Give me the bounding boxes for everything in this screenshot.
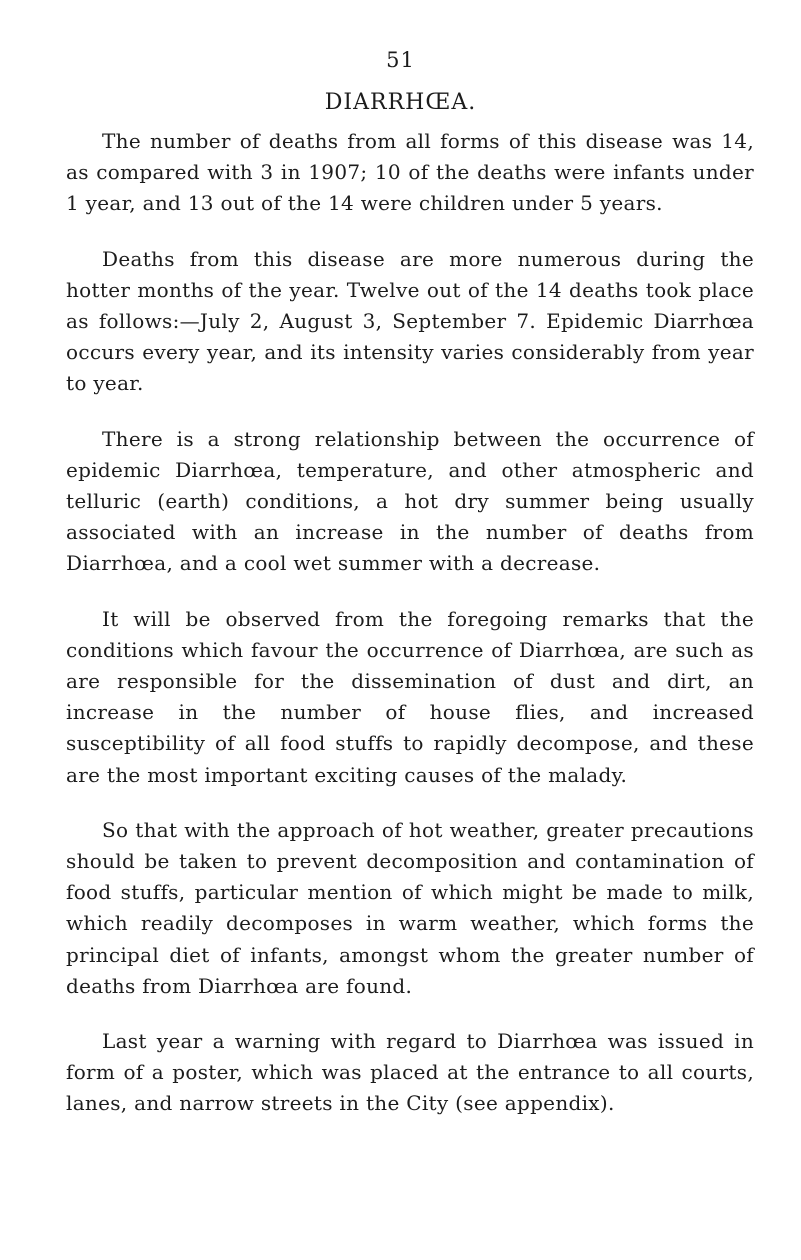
paragraph-warning-poster: Last year a warning with regard to Diarrhœa was issued in form of a poster, which was placed at the entrance to all courts, lanes, and narrow streets in the City (see appendix).	[66, 1029, 754, 1116]
paragraph-death-counts: The number of deaths from all forms of this disease was 14, as compared with 3 in 1907; 10 of the deaths were infants under 1 year, and 13 out of the 14 were children under 5 years.	[66, 129, 754, 216]
body-text	[66, 126, 754, 1144]
paragraph-seasonal-deaths: Deaths from this disease are more numerous during the hotter months of the year. Twelve out of the 14 deaths took place as follows:—July 2, August 3, September 7. Epidemic Diarrhœa occurs every year, and its intensity varies considerably from year to year.	[66, 246, 754, 396]
paragraph-atmospheric-relationship: There is a strong relationship between the occurrence of epidemic Diarrhœa, temperature, and other atmospheric and telluric (earth) conditions, a hot dry summer being usually associated with an increase in the number of deaths from Diarrhœa, and a cool wet summer with a decrease.	[66, 426, 754, 576]
page-number: 51	[386, 48, 415, 72]
paragraph-precautions: So that with the approach of hot weather, greater precautions should be taken to prevent decomposition and contamination of food stuffs, particular mention of which might be made to milk, which readily decomposes in warm weather, which forms the principal diet of infants, amongst whom the greater number of deaths from Diarrhœa are found.	[66, 817, 754, 998]
paragraph-exciting-causes: It will be observed from the foregoing remarks that the conditions which favour the occurrence of Diarrhœa, are such as are responsible for the dissemination of dust and dirt, an increase in the number of house flies, and increased susceptibility of all food stuffs to rapidly decompose, and these are the most important exciting causes of the malady.	[66, 606, 754, 787]
section-heading: DIARRHŒA.	[324, 90, 477, 115]
